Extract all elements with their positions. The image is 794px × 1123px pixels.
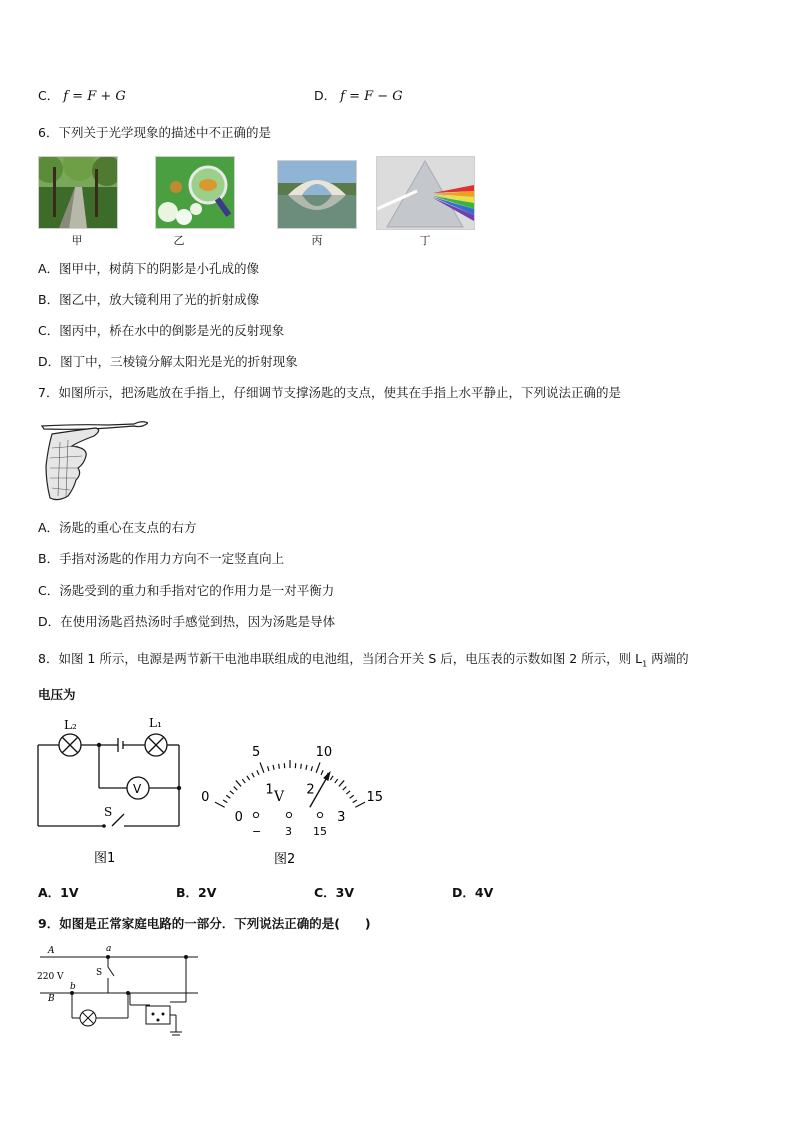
q8-stem-line1 (38, 651, 689, 673)
q5-option-d[interactable] (314, 88, 403, 105)
meter-tick (223, 800, 227, 803)
circuit-diagram-fig1 (30, 712, 190, 872)
q8-stem-subscript: 1 (642, 659, 648, 669)
meter-tick (236, 780, 241, 786)
q7-option-d[interactable]: D．在使用汤匙舀热汤时手感觉到热，因为汤匙是导体 (38, 614, 336, 629)
q8-option-a[interactable]: A．1V (38, 885, 79, 900)
q5-option-c[interactable] (38, 88, 126, 105)
meter-tick (353, 800, 357, 803)
meter-tick (343, 787, 347, 791)
household-circuit-diagram (30, 940, 210, 1040)
terminal-15-label: 15 (313, 825, 327, 838)
q8-stem-part1: 8．如图 1 所示，电源是两节新干电池串联组成的电池组，当闭合开关 S 后，电压表的示数如图 2 所示，则 L (38, 651, 643, 666)
q8-stem-part2: 两端的 (647, 651, 689, 666)
meter-top-scale-label: 15 (366, 789, 384, 805)
meter-tick (330, 776, 333, 780)
voltmeter-label: V (133, 782, 142, 796)
q6-option-c[interactable]: C．图丙中，桥在水中的倒影是光的反射现象 (38, 323, 285, 338)
voltage-label: 220 V (37, 972, 64, 982)
meter-tick (257, 770, 259, 775)
meter-bottom-scale-label: 3 (337, 809, 346, 825)
l1-label: L₁ (149, 716, 162, 730)
line-a-label: A (48, 946, 55, 956)
meter-tick (268, 766, 269, 771)
meter-bottom-scale-label: 1 (265, 782, 274, 798)
q7-stem: 7．如图所示，把汤匙放在手指上，仔细调节支撑汤匙的支点，使其在手指上水平静止，下列说法正确的是 (38, 385, 621, 400)
q7-option-c[interactable]: C．汤匙受到的重力和手指对它的作用力是一对平衡力 (38, 583, 335, 598)
switch-label: S (104, 805, 113, 819)
meter-tick (260, 762, 264, 772)
q6-option-b[interactable]: B．图乙中，放大镜利用了光的折射成像 (38, 292, 260, 307)
terminal-neg-label: − (252, 825, 262, 838)
q5-option-d-formula: f = F − G (340, 89, 403, 104)
meter-bottom-scale-label: 0 (234, 809, 243, 825)
meter-tick (346, 791, 350, 794)
node-a-label: a (106, 944, 112, 954)
q6-option-d[interactable]: D．图丁中，三棱镜分解太阳光是光的折射现象 (38, 354, 298, 369)
caption-jia: 甲 (71, 234, 83, 247)
meter-tick (234, 787, 238, 791)
node-b-label: b (70, 982, 76, 992)
meter-needle-head (323, 771, 331, 781)
meter-top-scale-label: 0 (201, 789, 210, 805)
q9-stem: 9．如图是正常家庭电路的一部分．下列说法正确的是( ) (38, 916, 371, 931)
meter-tick (350, 795, 354, 798)
meter-tick (230, 791, 234, 794)
q8-stem-line2: 电压为 (38, 687, 76, 702)
voltmeter-dial-fig2 (200, 722, 390, 872)
meter-top-scale-label: 5 (251, 745, 261, 761)
terminal-15 (317, 812, 322, 817)
meter-tick (226, 795, 230, 798)
terminal-3 (286, 812, 291, 817)
meter-tick (247, 776, 250, 780)
terminal-3-label: 3 (285, 825, 292, 838)
fig2-caption: 图2 (274, 852, 296, 867)
caption-ding: 丁 (419, 234, 431, 247)
meter-tick (316, 762, 320, 772)
meter-bottom-scale-label: 2 (306, 782, 315, 798)
prism-photo (376, 156, 475, 230)
q7-option-a[interactable]: A．汤匙的重心在支点的右方 (38, 520, 197, 535)
terminal-neg (253, 812, 258, 817)
q8-option-d[interactable]: D．4V (452, 885, 494, 900)
meter-tick (215, 802, 225, 807)
q5-option-c-label: C． (38, 88, 60, 103)
q6-stem: 6．下列关于光学现象的描述中不正确的是 (38, 125, 271, 140)
tree-path-photo (38, 156, 118, 229)
meter-tick (339, 780, 344, 786)
q8-option-c[interactable]: C．3V (314, 885, 355, 900)
caption-yi: 乙 (173, 234, 185, 247)
magnifier-photo (155, 156, 235, 229)
q7-option-b[interactable]: B．手指对汤匙的作用力方向不一定竖直向上 (38, 551, 285, 566)
q8-option-b[interactable]: B．2V (176, 885, 217, 900)
meter-unit: V (274, 789, 285, 805)
switch-s-label: S (96, 968, 103, 978)
meter-tick (306, 765, 307, 770)
meter-tick (335, 779, 338, 783)
meter-tick (252, 773, 254, 777)
caption-bing: 丙 (311, 234, 323, 247)
meter-tick (311, 766, 312, 771)
q5-option-c-formula: f = F + G (63, 89, 126, 104)
meter-top-scale-label: 10 (315, 745, 333, 761)
fig1-caption: 图1 (94, 851, 116, 866)
meter-tick (301, 764, 302, 769)
meter-tick (279, 764, 280, 769)
meter-tick (321, 770, 323, 775)
q5-option-d-label: D． (314, 88, 337, 103)
bridge-reflection-photo (277, 160, 357, 229)
line-b-label: B (48, 994, 55, 1004)
hand-spoon-illustration (38, 412, 148, 504)
meter-tick (273, 765, 274, 770)
l2-label: L₂ (64, 718, 77, 732)
meter-tick (242, 779, 245, 783)
q6-option-a[interactable]: A．图甲中，树荫下的阴影是小孔成的像 (38, 261, 260, 276)
meter-tick (355, 802, 365, 807)
